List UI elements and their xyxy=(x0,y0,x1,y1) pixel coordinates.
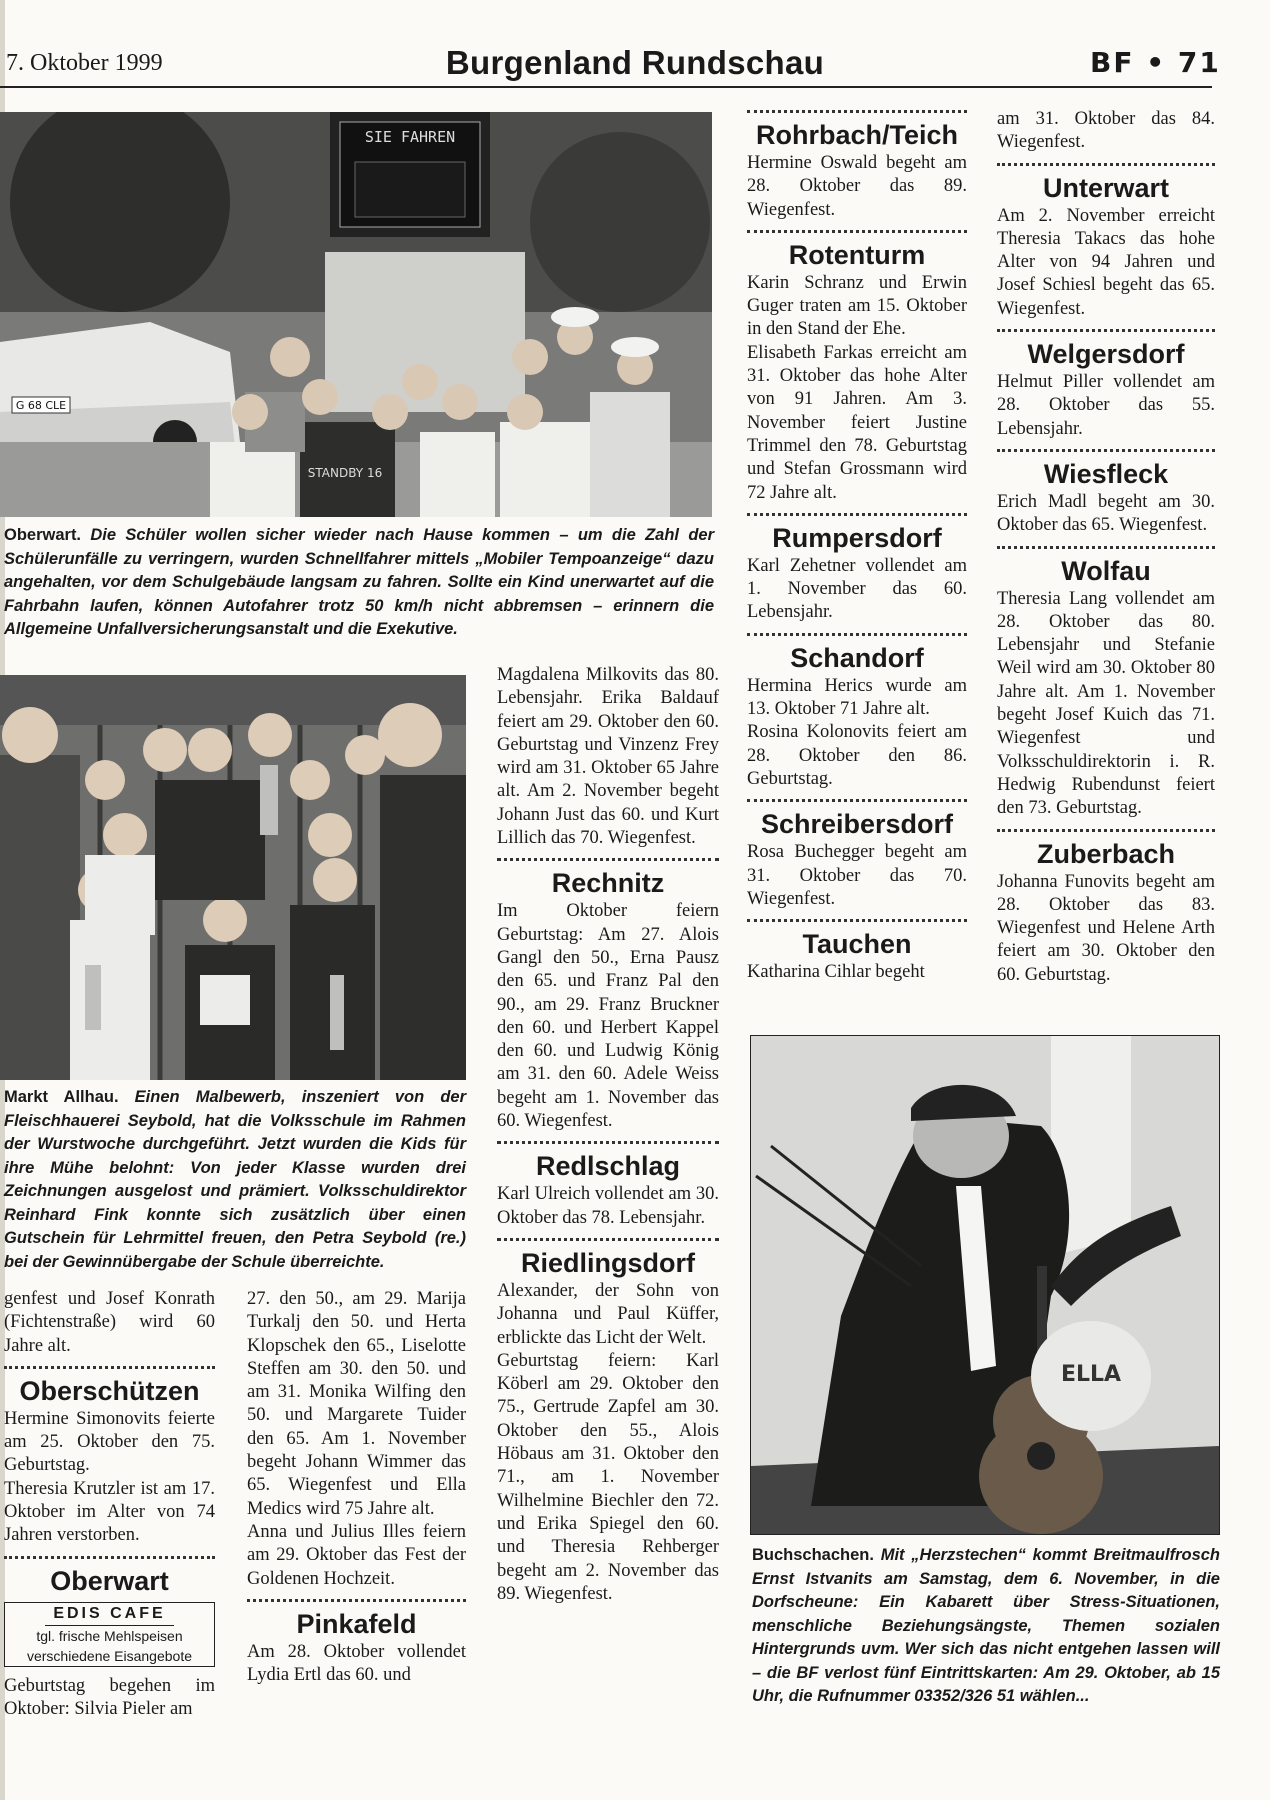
col1-para-2: Hermine Simonovits feierte am 25. Oktober den 75. Geburtstag. xyxy=(4,1408,215,1476)
col2-para-1: 27. den 50., am 29. Marija Turkalj den 50. und Herta Klopschek den 65., Liselotte Steffen am 30. den 50. und am 31. Monika Wilfing den 50. und Margarete Tuider den 65. Am 1. November begeht Johann Wimmer das 65. Wiegenfest und Ella Medics wird 75 Jahre alt. xyxy=(247,1289,466,1519)
dotted-divider xyxy=(997,163,1215,166)
column-2 xyxy=(247,1288,466,1687)
ad-title: EDIS CAFE xyxy=(45,1603,174,1626)
col5-para-1: am 31. Oktober das 84. Wiegenfest. xyxy=(997,109,1215,153)
shirt-print-text: STANDBY 16 xyxy=(307,466,383,480)
newspaper-title: Burgenland Rundschau xyxy=(445,44,825,81)
col4-para-8: Katharina Cihlar begeht xyxy=(747,962,925,983)
caption-markt-allhau-place: Markt Allhau. xyxy=(4,1088,119,1106)
caption-oberwart-text: Die Schüler wollen sicher wieder nach Hause kommen – um die Zahl der Schülerunfälle zu verringern, wurden Schnellfahrer mittels „Mobiler Tempoanzeige“ dazu angehalten, vor dem Schulgebäude langsam zu fahren. Sollte ein Kind unerwartet auf die Fahrbahn laufen, können Autofahrer trotz 50 km/h nicht abbremsen – erinnern die Allgemeine Unfallversicherungsanstalt und die Exekutive. xyxy=(4,526,714,638)
heading-riedlingsdorf: Riedlingsdorf xyxy=(521,1247,695,1278)
caption-buchschachen-text: Mit „Herzstechen“ kommt Breitmaulfrosch Ernst Istvanits am Samstag, dem 6. November, in die Dorfscheune: Ein Kabarett über Stress-Situationen, menschliche Beziehungsängste, Themen sozialen Hintergrunds uvm. Wer sich das nicht entgehen lassen will – die BF verlost fünf Eintrittskarten: Am 29. Oktober, ab 15 Uhr, die Rufnummer 03352/326 51 wählen... xyxy=(752,1546,1220,1705)
dotted-divider xyxy=(4,1556,215,1559)
column-4 xyxy=(747,110,967,984)
col5-para-5: Theresia Lang vollendet am 28. Oktober das 80. Lebensjahr und Stefanie Weil wird am 30. Oktober 80 Jahre alt. Am 1. November begeht Josef Kuich das 71. Wiegenfest und Volksschuldirektorin i. R. Hedwig Rubendunst feiert den 73. Geburtstag. xyxy=(997,588,1215,819)
col4-para-3: Elisabeth Farkas erreicht am 31. Oktober das hohe Alter von 91 Jahren. Am 3. November feiert Justine Trimmel den 78. Geburtstag und Stefan Grossmann wird 72 Jahre alt. xyxy=(747,342,967,503)
col4-para-2: Karin Schranz und Erwin Guger traten am 15. Oktober in den Stand der Ehe. xyxy=(747,272,967,340)
col4-para-1: Hermine Oswald begeht am 28. Oktober das 89. Wiegenfest. xyxy=(747,153,967,220)
photo-school-children-image xyxy=(0,675,466,1080)
header-rule xyxy=(0,86,1212,88)
col3-para-2: Im Oktober feiern Geburtstag: Am 27. Alois Gangl den 50., Erna Pausz den 65. und Franz Pal den 90., am 29. Franz Bruckner den 60. und Herbert Kappel den 60. und Ludwig König am 31. den 60. Adele Weiss begeht am 1. November das 60. Wiegenfest. xyxy=(497,901,719,1132)
dotted-divider xyxy=(247,1599,466,1602)
col4-para-5: Hermina Herics wurde am 13. Oktober 71 Jahre alt. xyxy=(747,675,967,720)
heading-schreibersdorf: Schreibersdorf xyxy=(760,809,954,840)
dotted-divider xyxy=(747,633,967,636)
photo-speed-display-image xyxy=(0,112,712,517)
heading-wiesfleck: Wiesfleck xyxy=(1043,458,1169,489)
dotted-divider xyxy=(497,1141,719,1144)
heading-schandorf: Schandorf xyxy=(790,642,924,673)
col4-para-4: Karl Zehetner vollendet am 1. November das 60. Lebensjahr. xyxy=(747,555,967,623)
col1-para-3: Theresia Krutzler ist am 17. Oktober im Alter von 74 Jahren verstorben. xyxy=(4,1478,215,1546)
license-plate-text: G 68 CLE xyxy=(15,399,67,412)
dotted-divider xyxy=(997,329,1215,332)
col3-para-1: Magdalena Milkovits das 80. Lebensjahr. Erika Baldauf feiert am 29. Oktober den 60. Geburtstag und Vinzenz Frey wird am 31. Oktober 65 Jahre alt. Am 2. November begeht Johann Just das 60. und Kurt Lillich das 70. Wiegenfest. xyxy=(497,665,719,849)
caption-buchschachen-place: Buchschachen. xyxy=(752,1546,874,1564)
dotted-divider xyxy=(997,829,1215,832)
ad-line-1: tgl. frische Mehlspeisen xyxy=(36,1627,183,1644)
bag-logo-text: ELLA xyxy=(1060,1362,1122,1387)
col1-para-1: genfest und Josef Konrath (Fichtenstraße) wird 60 Jahre alt. xyxy=(4,1289,215,1356)
caption-buchschachen xyxy=(752,1544,1220,1709)
speed-sign-text: SIE FAHREN xyxy=(364,128,456,146)
col5-para-3: Helmut Piller vollendet am 28. Oktober das 55. Lebensjahr. xyxy=(997,372,1215,439)
col2-para-3: Am 28. Oktober vollendet Lydia Ertl das 60. und xyxy=(247,1641,466,1686)
heading-pinkafeld: Pinkafeld xyxy=(296,1608,417,1639)
column-1 xyxy=(4,1288,215,1721)
dotted-divider xyxy=(747,799,967,802)
col5-para-6: Johanna Funovits begeht am 28. Oktober das 83. Wiegenfest und Helene Arth feiert am 30. Oktober den 60. Geburtstag. xyxy=(997,871,1215,985)
dotted-divider xyxy=(997,449,1215,452)
caption-oberwart xyxy=(4,524,714,642)
heading-redlschlag: Redlschlag xyxy=(535,1151,681,1182)
caption-markt-allhau-text: Einen Malbewerb, inszeniert von der Fleischhauerei Seybold, hat die Volksschule im Rahmen der Wurstwoche durchgeführt. Jetzt wurden die Kids für ihre Mühe belohnt: Von jeder Klasse wurden drei Zeichnungen ausgelost und prämiert. Volksschuldirektor Reinhard Fink konnte sich zusätzlich über einen Gutschein für Lehrmittel freuen, den Petra Seybold (re.) bei der Gewinnübergabe der Schule überreichte. xyxy=(4,1088,467,1271)
col4-para-6: Rosina Kolonovits feiert am 28. Oktober den 86. Geburtstag. xyxy=(747,722,967,789)
heading-oberschuetzen: Oberschützen xyxy=(19,1375,200,1406)
col3-para-3: Karl Ulreich vollendet am 30. Oktober das 78. Lebensjahr. xyxy=(497,1184,719,1228)
heading-zuberbach: Zuberbach xyxy=(1036,838,1176,869)
dotted-divider xyxy=(497,1238,719,1241)
dotted-divider xyxy=(747,110,967,113)
dotted-divider xyxy=(747,919,967,922)
col5-para-2: Am 2. November erreicht Theresia Takacs das hohe Alter von 94 Jahren und Josef Schiesl begeht das 65. Wiegenfest. xyxy=(997,205,1215,319)
photo-speed-display xyxy=(0,112,712,517)
dotted-divider xyxy=(997,546,1215,549)
col4-para-7: Rosa Buchegger begeht am 31. Oktober das 70. Wiegenfest. xyxy=(747,842,967,909)
heading-rechnitz: Rechnitz xyxy=(551,868,665,899)
ad-line-2: verschiedene Eisangebote xyxy=(26,1647,192,1664)
heading-tauchen: Tauchen xyxy=(802,929,912,960)
dotted-divider xyxy=(497,858,719,861)
caption-markt-allhau xyxy=(4,1086,466,1274)
heading-wolfau: Wolfau xyxy=(1061,555,1151,586)
dotted-divider xyxy=(4,1366,215,1369)
col3-para-4: Alexander, der Sohn von Johanna und Paul Küffer, erblickte das Licht der Welt. xyxy=(497,1280,719,1348)
caption-oberwart-place: Oberwart. xyxy=(4,526,82,544)
heading-welgersdorf: Welgersdorf xyxy=(1027,339,1185,370)
col1-para-4: Geburtstag begehen im Oktober: Silvia Pieler am xyxy=(4,1675,215,1719)
edis-cafe-ad xyxy=(4,1602,215,1667)
heading-rohrbach-teich: Rohrbach/Teich xyxy=(755,120,959,150)
photo-school-children xyxy=(0,675,466,1080)
photo-kabarett-guitar-image xyxy=(751,1036,1219,1534)
page-number: BF • 71 xyxy=(1090,46,1221,79)
column-3 xyxy=(497,664,719,1606)
col3-para-5: Geburtstag feiern: Karl Köberl am 29. Oktober den 75., Gertrude Zapfel am 30. Oktober den 55., Alois Höbaus am 31. Oktober den 71., am 1. November Wilhelmine Biechler den 72. und Erika Spiegel den 60. und Theresia Rehberger begeht am 2. November das 89. Wiegenfest. xyxy=(497,1350,719,1604)
heading-unterwart: Unterwart xyxy=(1042,172,1170,203)
col2-para-2: Anna und Julius Illes feiern am 29. Oktober das Fest der Goldenen Hochzeit. xyxy=(247,1521,466,1589)
issue-date: 7. Oktober 1999 xyxy=(6,50,163,76)
column-5 xyxy=(997,108,1215,987)
dotted-divider xyxy=(747,513,967,516)
dotted-divider xyxy=(747,230,967,233)
col5-para-4: Erich Madl begeht am 30. Oktober das 65. Wiegenfest. xyxy=(997,491,1215,536)
photo-kabarett-guitar xyxy=(750,1035,1220,1535)
heading-rumpersdorf: Rumpersdorf xyxy=(772,522,942,553)
heading-oberwart: Oberwart xyxy=(50,1565,169,1596)
heading-rotenturm: Rotenturm xyxy=(788,239,926,270)
